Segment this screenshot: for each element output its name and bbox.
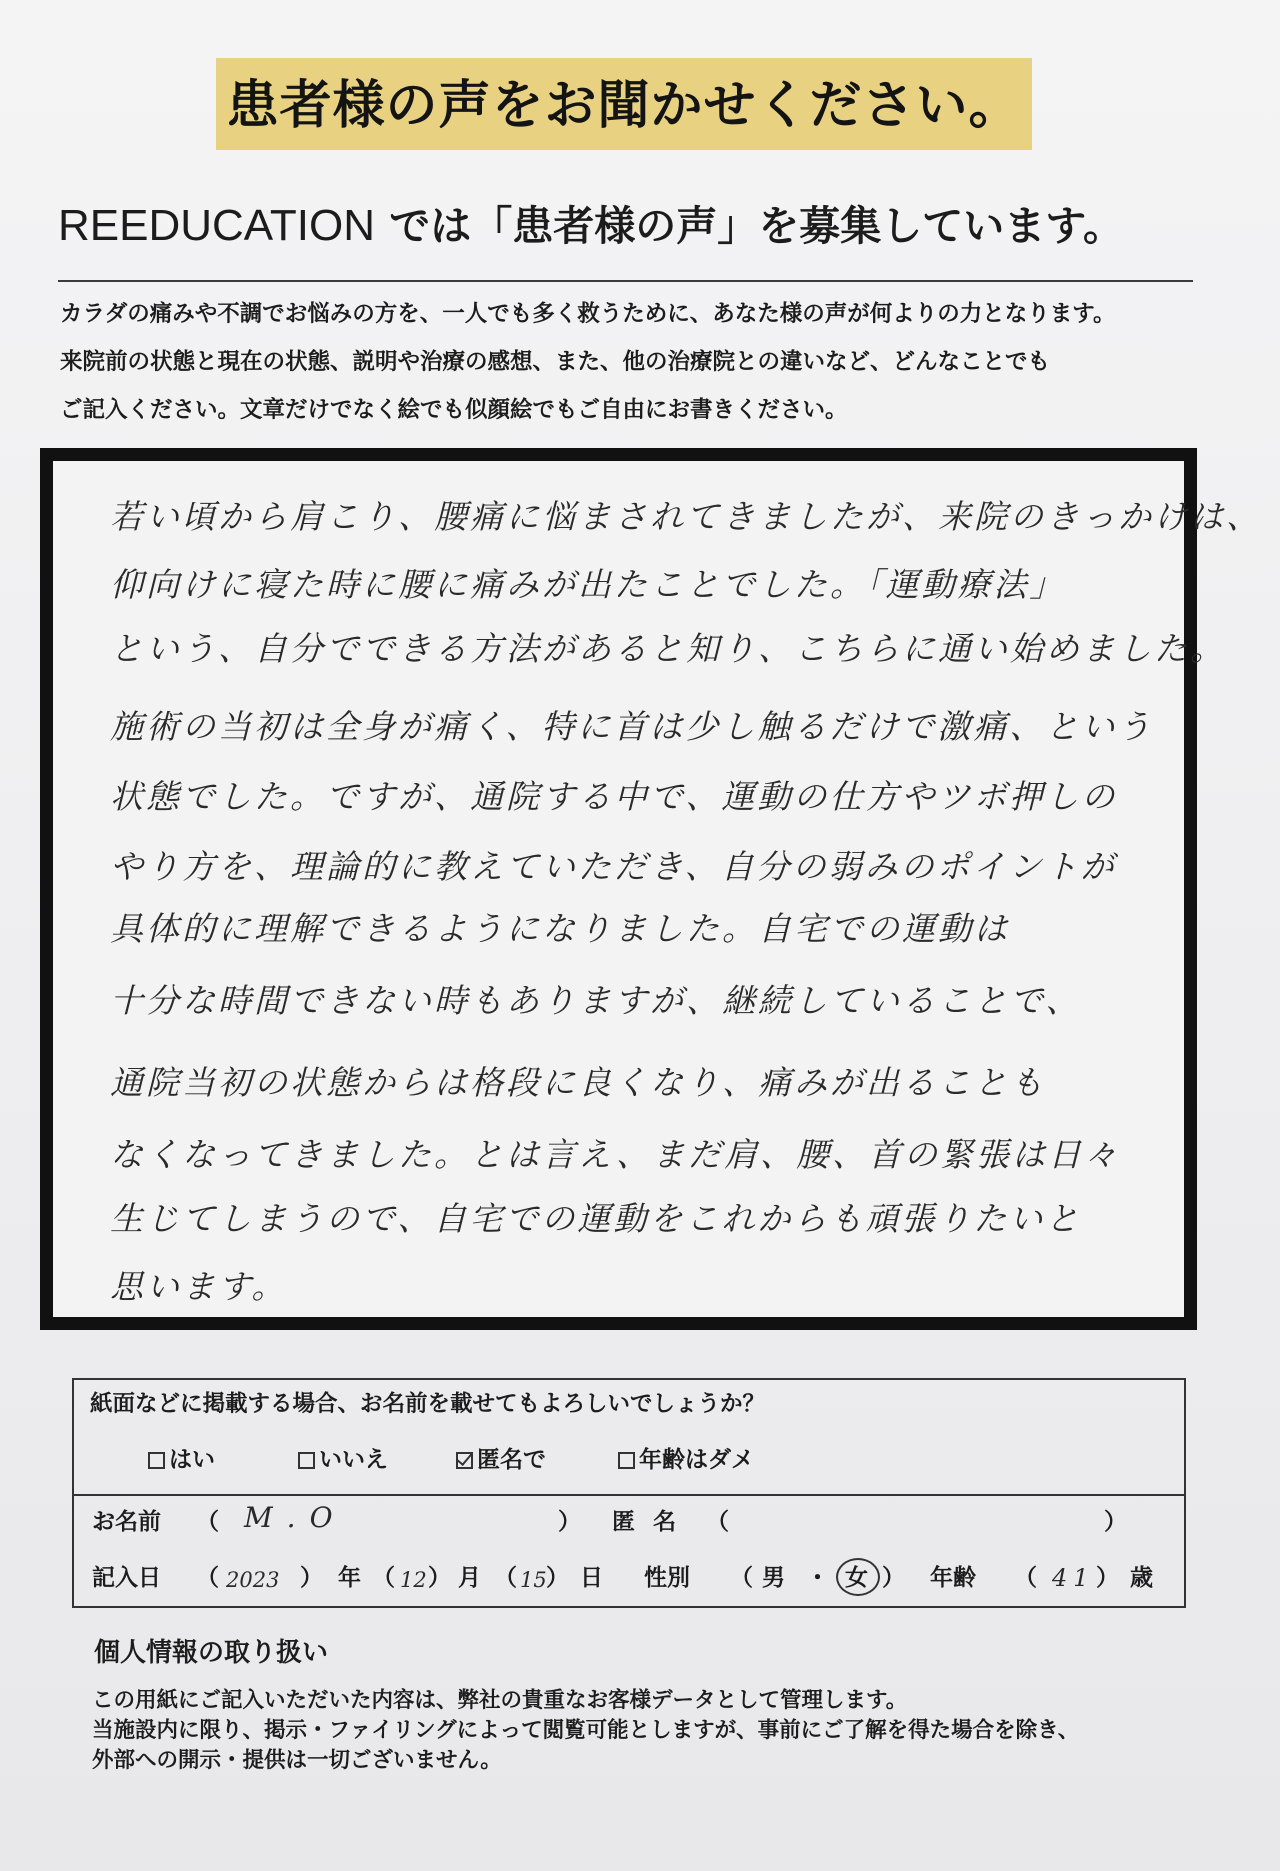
page-title: 患者様の声をお聞かせください。 <box>226 76 1022 136</box>
privacy-line-2: 当施設内に限り、掲示・ファイリングによって閲覧可能としますが、事前にご了解を得た場合を除き、 <box>92 1718 1080 1743</box>
name-label: お名前 <box>92 1509 161 1535</box>
month-close-paren: ） <box>428 1565 451 1591</box>
option-anonymous[interactable] <box>456 1444 546 1476</box>
handwritten-line-7: 具体的に理解できるようになりました。自宅での運動は <box>110 909 1010 948</box>
intro-line-2: 来院前の状態と現在の状態、説明や治療の感想、また、他の治療院との違いなど、どんなことでも <box>60 349 1051 375</box>
handwritten-line-10: なくなってきました。とは言え、まだ肩、腰、首の緊張は日々 <box>110 1135 1120 1174</box>
gender-male[interactable]: 男 <box>762 1565 785 1591</box>
handwritten-line-1: 若い頃から肩こり、腰痛に悩まされてきましたが、来院のきっかけは、 <box>110 497 1262 536</box>
option-yes[interactable] <box>148 1444 215 1476</box>
month-value[interactable]: 12 <box>400 1568 427 1592</box>
consent-divider <box>72 1494 1186 1496</box>
option-no-age[interactable] <box>618 1444 754 1476</box>
date-label: 記入日 <box>92 1565 161 1591</box>
option-anonymous-label: 匿名で <box>477 1447 546 1473</box>
gender-close-paren: ） <box>882 1565 905 1591</box>
gender-label: 性別 <box>644 1565 690 1591</box>
option-no-label: いいえ <box>319 1447 388 1473</box>
intro-line-1: カラダの痛みや不調でお悩みの方を、一人でも多く救うために、あなた様の声が何よりの力となります。 <box>60 301 1116 327</box>
privacy-title: 個人情報の取り扱い <box>94 1638 329 1668</box>
female-circle-mark <box>836 1558 880 1596</box>
option-no[interactable] <box>298 1444 388 1476</box>
privacy-line-1: この用紙にご記入いただいた内容は、弊社の貴重なお客様データとして管理します。 <box>92 1688 908 1713</box>
anon-label: 匿名 <box>612 1509 694 1535</box>
age-open-paren: （ <box>1014 1565 1037 1591</box>
handwritten-line-3: という、自分でできる方法があると知り、こちらに通い始めました。 <box>110 629 1226 668</box>
year-unit: 年 <box>338 1565 361 1591</box>
intro-line-3: ご記入ください。文章だけでなく絵でも似顔絵でもご自由にお書きください。 <box>60 397 848 423</box>
checkbox-yes[interactable] <box>148 1452 165 1469</box>
handwritten-line-9: 通院当初の状態からは格段に良くなり、痛みが出ることも <box>110 1063 1046 1102</box>
brand-name: REEDUCATION <box>58 201 375 250</box>
name-close-paren: ） <box>558 1509 581 1535</box>
month-unit: 月 <box>458 1565 481 1591</box>
day-open-paren: （ <box>494 1565 517 1591</box>
checkbox-no-age[interactable] <box>618 1452 635 1469</box>
header-divider <box>58 280 1193 282</box>
handwritten-line-8: 十分な時間できない時もありますが、継続していることで、 <box>110 981 1082 1020</box>
age-unit: 歳 <box>1130 1565 1153 1591</box>
gender-female[interactable]: 女 <box>845 1565 868 1591</box>
checkbox-anonymous[interactable] <box>456 1452 473 1469</box>
day-close-paren: ） <box>546 1565 569 1591</box>
month-open-paren: （ <box>372 1565 395 1591</box>
gender-separator: ・ <box>806 1565 829 1591</box>
day-value[interactable]: 15 <box>520 1568 547 1592</box>
subtitle <box>58 196 1188 256</box>
option-yes-label: はい <box>169 1447 215 1473</box>
year-value[interactable]: 2023 <box>226 1568 280 1592</box>
gender-open-paren: （ <box>730 1565 753 1591</box>
anon-close-paren: ） <box>1104 1509 1127 1535</box>
handwritten-line-6: やり方を、理論的に教えていただき、自分の弱みのポイントが <box>110 847 1117 886</box>
name-value[interactable]: M.O <box>244 1501 347 1534</box>
handwritten-line-2: 仰向けに寝た時に腰に痛みが出たことでした。「運動療法」 <box>110 565 1066 604</box>
age-label: 年齢 <box>930 1565 976 1591</box>
consent-question: 紙面などに掲載する場合、お名前を載せてもよろしいでしょうか？ <box>90 1391 766 1417</box>
handwritten-line-5: 状態でした。ですが、通院する中で、運動の仕方やツボ押しの <box>110 777 1118 816</box>
option-no-age-label: 年齢はダメ <box>639 1447 754 1473</box>
handwritten-line-12: 思います。 <box>110 1267 288 1306</box>
age-value[interactable]: 41 <box>1052 1564 1095 1592</box>
handwritten-line-11: 生じてしまうので、自宅での運動をこれからも頑張りたいと <box>110 1199 1082 1238</box>
subtitle-text: では「患者様の声」を募集しています。 <box>389 202 1124 250</box>
anon-open-paren: （ <box>706 1509 729 1535</box>
age-close-paren: ） <box>1096 1565 1119 1591</box>
privacy-line-3: 外部への開示・提供は一切ございません。 <box>92 1748 502 1773</box>
handwritten-line-4: 施術の当初は全身が痛く、特に首は少し触るだけで激痛、という <box>110 707 1154 746</box>
year-open-paren: （ <box>196 1565 219 1591</box>
checkbox-no[interactable] <box>298 1452 315 1469</box>
day-unit: 日 <box>580 1565 603 1591</box>
name-open-paren: （ <box>196 1509 219 1535</box>
year-close-paren: ） <box>300 1565 323 1591</box>
